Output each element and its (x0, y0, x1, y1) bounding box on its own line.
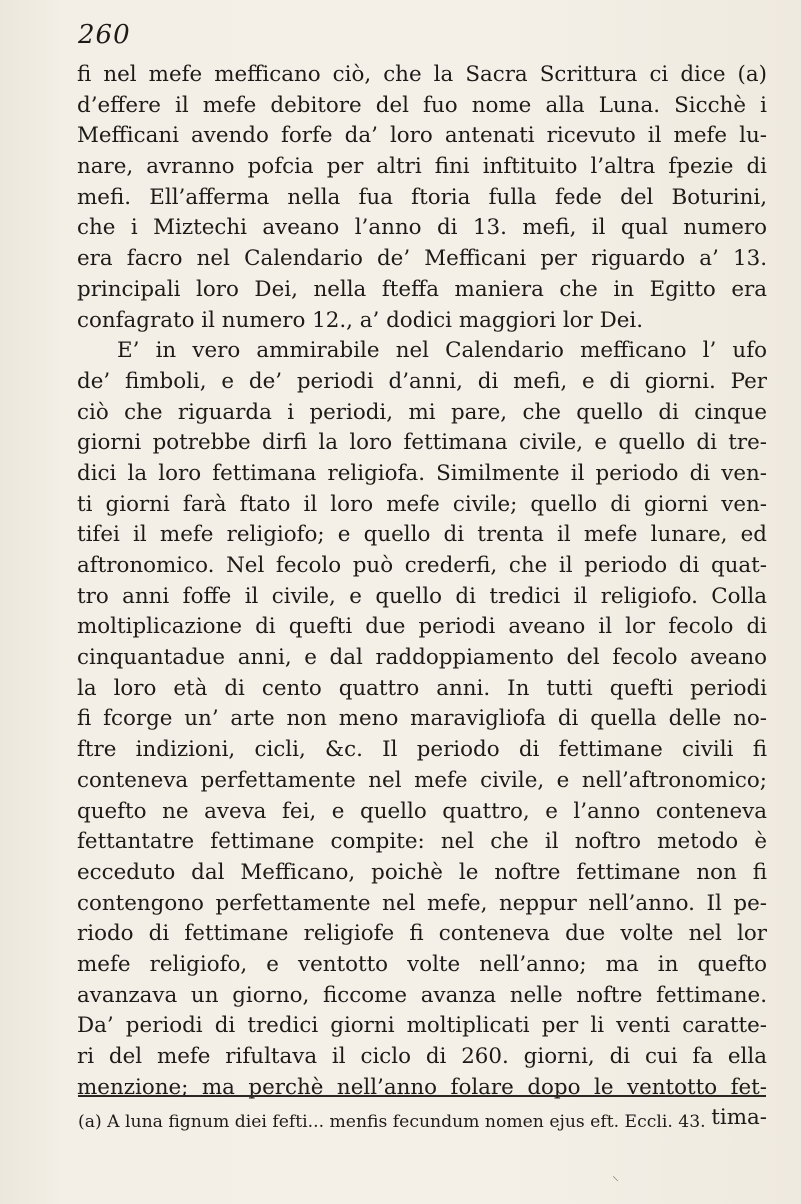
text-line: mefi. Ell’afferma nella fua ftoria fulla fede del Boturini, (77, 184, 767, 210)
text-line: cinquantadue anni, e dal raddoppiamento del fecolo aveano (77, 645, 767, 671)
text-line: quefto ne aveva fei, e quello quattro, e l’anno conteneva (77, 798, 767, 824)
text-line: nare, avranno pofcia per altri fini inftituito l’altra fpezie di (77, 154, 767, 180)
catchword: tima- (711, 1105, 767, 1131)
text-line: era facro nel Calendario de’ Mefficani per riguardo a’ 13. (77, 246, 767, 272)
text-line: dici la loro fettimana religiofa. Similmente il periodo di ven- (77, 460, 767, 486)
text-line: moltiplicazione di quefti due periodi aveano il lor fecolo di (77, 614, 767, 640)
text-line: ftre indizioni, cicli, &c. Il periodo di fettimane civili fi (77, 737, 767, 763)
text-line: Mefficani avendo forfe da’ loro antenati ricevuto il mefe lu- (77, 123, 767, 149)
text-line: Da’ periodi di tredici giorni moltiplicati per li venti caratte- (77, 1013, 767, 1039)
text-line: confagrato il numero 12., a’ dodici maggiori lor Dei. (77, 307, 644, 333)
text-line: contengono perfettamente nel mefe, neppur nell’anno. Il pe- (77, 890, 767, 916)
text-line: la loro età di cento quattro anni. In tutti quefti periodi (77, 675, 767, 701)
text-line: conteneva perfettamente nel mefe civile, e nell’aftronomico; (77, 767, 767, 793)
text-line: ecceduto dal Mefficano, poichè le noftre fettimane non fi (77, 859, 767, 885)
text-line: che i Miztechi aveano l’anno di 13. mefi, il qual numero (77, 215, 767, 241)
text-line: fi nel mefe mefficano ciò, che la Sacra Scrittura ci dice (a) (77, 62, 767, 87)
text-line: tifei il mefe religiofo; e quello di trenta il mefe lunare, ed (77, 522, 767, 548)
text-line: avanzava un giorno, ficcome avanza nelle noftre fettimane. (77, 982, 767, 1008)
text-line: ciò che riguarda i periodi, mi pare, che quello di cinque (77, 399, 767, 425)
footnote: (a) A luna fignum diei fefti... menfis fecundum nomen ejus eft. Eccli. 43. (78, 1112, 706, 1132)
text-line: mefe religiofo, e ventotto volte nell’anno; ma in quefto (77, 951, 767, 977)
text-line: principali loro Dei, nella fteffa maniera che in Egitto era (77, 276, 767, 302)
text-line: fi fcorge un’ arte non meno maravigliofa di quella delle no- (77, 706, 767, 732)
text-line: giorni potrebbe dirfi la loro fettimana civile, e quello di tre- (77, 430, 767, 456)
footnote-rule (78, 1095, 766, 1097)
text-line: de’ fimboli, e de’ periodi d’anni, di mefi, e di giorni. Per (77, 368, 767, 394)
text-line: d’effere il mefe debitore del fuo nome alla Luna. Sicchè i (77, 92, 767, 118)
text-line: menzione; ma perchè nell’anno folare dopo le ventotto fet- (77, 1074, 767, 1100)
text-line: aftronomico. Nel fecolo può crederfi, che il periodo di quat- (77, 553, 767, 578)
stray-ink-mark: ⸌ (612, 1174, 619, 1190)
page-number: 260 (78, 20, 131, 50)
text-line: ti giorni farà ftato il loro mefe civile; quello di giorni ven- (77, 491, 767, 517)
text-line: E’ in vero ammirabile nel Calendario mefficano l’ ufo (117, 338, 767, 364)
text-line: riodo di fettimane religiofe fi conteneva due volte nel lor (77, 921, 767, 947)
text-line: fettantatre fettimane compite: nel che il noftro metodo è (77, 829, 767, 855)
body-text (77, 60, 767, 1134)
text-line: tro anni foffe il civile, e quello di tredici il religiofo. Colla (77, 583, 767, 609)
text-line: ri del mefe rifultava il ciclo di 260. giorni, di cui fa ella (77, 1044, 767, 1069)
